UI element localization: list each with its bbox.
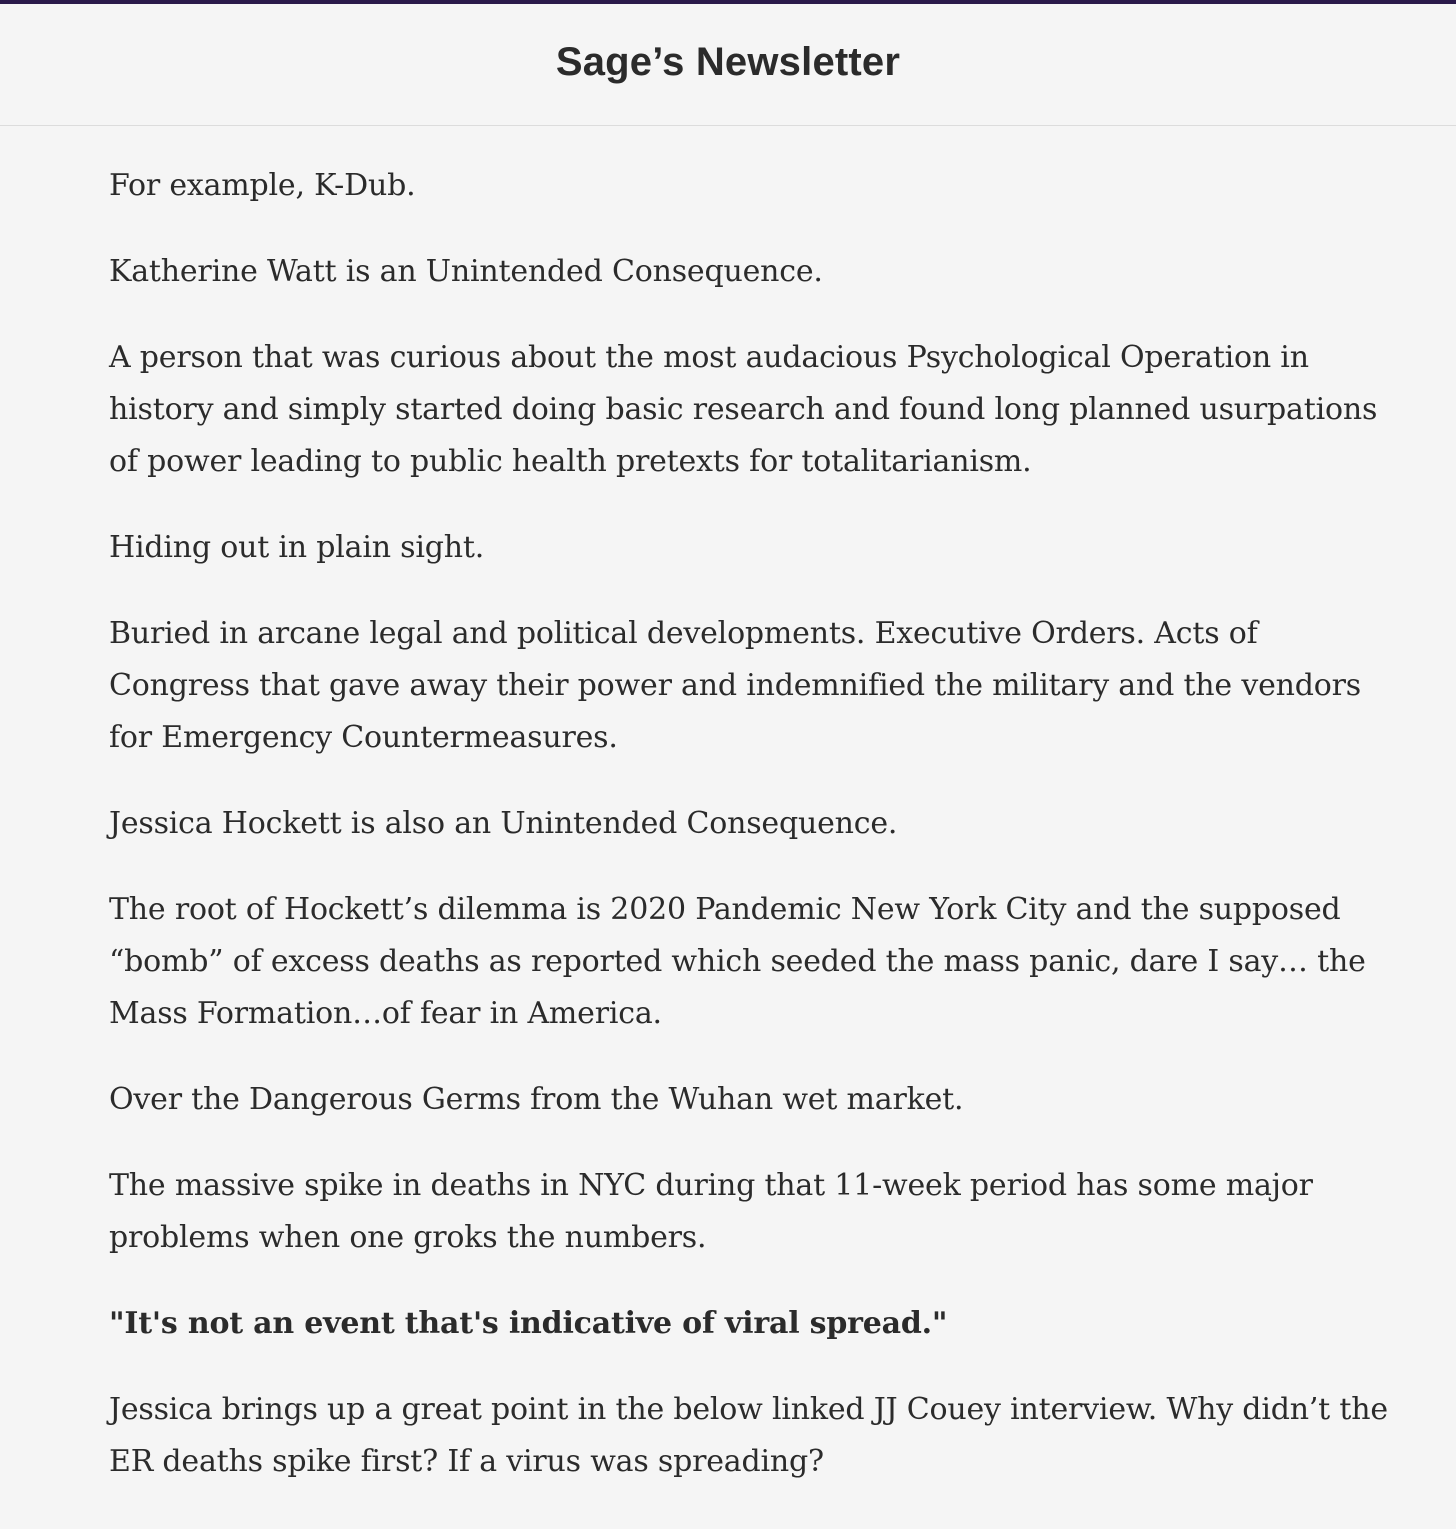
- article-quote-bold: "It's not an event that's indicative of viral spread.": [109, 1306, 948, 1341]
- newsletter-title-link[interactable]: Sage’s Newsletter: [555, 40, 901, 84]
- article-paragraph: The massive spike in deaths in NYC during that 11-week period has some major problems when one groks the numbers.: [109, 1168, 1313, 1255]
- article-paragraph: Over the Dangerous Germs from the Wuhan wet market.: [109, 1082, 964, 1117]
- article-paragraph: A person that was curious about the most audacious Psychological Operation in history and simply started doing basic research and found long planned usurpations of power leading to public health pretexts for totalitarianism.: [109, 340, 1378, 479]
- newsletter-header: [0, 4, 1456, 126]
- article-paragraph: Hiding out in plain sight.: [109, 530, 485, 565]
- article-paragraph: Jessica Hockett is also an Unintended Consequence.: [109, 806, 898, 841]
- article-body: [109, 160, 1399, 1522]
- article-paragraph: Jessica brings up a great point in the below linked JJ Couey interview. Why didn’t the ER deaths spike first? If a virus was spreading?: [109, 1392, 1388, 1479]
- article-paragraph: The root of Hockett’s dilemma is 2020 Pandemic New York City and the supposed “bomb” of excess deaths as reported which seeded the mass panic, dare I say… the Mass Formation…of fear in America.: [109, 892, 1366, 1031]
- article-paragraph: Buried in arcane legal and political developments. Executive Orders. Acts of Congress that gave away their power and indemnified the military and the vendors for Emergency Countermeasures.: [109, 616, 1361, 755]
- article-paragraph: For example, K-Dub.: [109, 168, 416, 203]
- article-paragraph: Katherine Watt is an Unintended Consequence.: [109, 254, 823, 289]
